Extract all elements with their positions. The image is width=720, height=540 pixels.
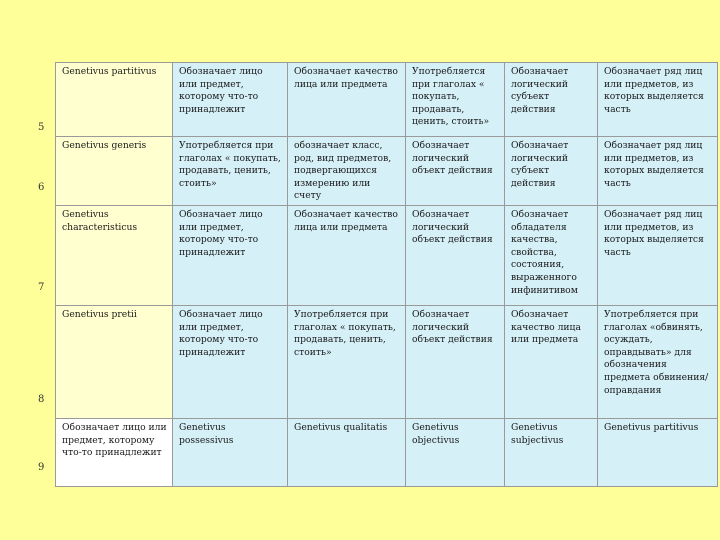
table-cell[interactable]: Genetivus characteristicus <box>56 205 173 305</box>
table-cell[interactable]: Обозначает качество лица или предмета <box>505 305 598 418</box>
table-row <box>56 305 718 418</box>
table-cell[interactable]: Genetivus subjectivus <box>505 418 598 486</box>
table-cell[interactable]: Обозначает ряд лиц или предметов, из которых выделяется часть <box>598 205 718 305</box>
table-cell[interactable]: Употребляется при глаголах « покупать, продавать, ценить, стоить» <box>173 137 288 206</box>
table-cell[interactable]: Genetivus generis <box>56 137 173 206</box>
table-row <box>56 137 718 206</box>
quiz-table <box>55 62 718 487</box>
table-cell[interactable]: Обозначает ряд лиц или предметов, из которых выделяется часть <box>598 137 718 206</box>
row-number: 9 <box>38 462 45 473</box>
table-cell[interactable]: Обозначает лицо или предмет, которому что-то принадлежит <box>173 305 288 418</box>
table-cell[interactable]: Genetivus possessivus <box>173 418 288 486</box>
table-cell[interactable]: Обозначает лицо или предмет, которому что-то принадлежит <box>56 418 173 486</box>
table-cell[interactable]: Обозначает ряд лиц или предметов, из которых выделяется часть <box>598 63 718 137</box>
table-row <box>56 205 718 305</box>
table-cell[interactable]: Genetivus pretii <box>56 305 173 418</box>
row-number: 7 <box>38 282 45 293</box>
table-cell[interactable]: Обозначает логический объект действия <box>406 137 505 206</box>
table-cell[interactable]: Употребляется при глаголах «обвинять, осуждать, оправдывать» для обозначения предмета обвинения/оправдания <box>598 305 718 418</box>
table-cell[interactable]: обозначает класс, род, вид предметов, подвергающихся измерению или счету <box>288 137 406 206</box>
row-number: 8 <box>38 394 45 405</box>
table-cell[interactable]: Genetivus partitivus <box>56 63 173 137</box>
table-cell[interactable]: Обозначает логический субъект действия <box>505 137 598 206</box>
table-row <box>56 418 718 486</box>
table-cell[interactable]: Употребляется при глаголах « покупать, продавать, ценить, стоить» <box>288 305 406 418</box>
table-cell[interactable]: Употребляется при глаголах « покупать, продавать, ценить, стоить» <box>406 63 505 137</box>
table-cell[interactable]: Обозначает лицо или предмет, которому что-то принадлежит <box>173 63 288 137</box>
table-cell[interactable]: Genetivus partitivus <box>598 418 718 486</box>
table-cell[interactable]: Обозначает логический объект действия <box>406 205 505 305</box>
table-cell[interactable]: Обозначает качество лица или предмета <box>288 205 406 305</box>
table-cell[interactable]: Обозначает обладателя качества, свойства, состояния, выраженного инфинитивом <box>505 205 598 305</box>
row-number: 5 <box>38 122 45 133</box>
table-cell[interactable]: Обозначает качество лица или предмета <box>288 63 406 137</box>
table-row <box>56 63 718 137</box>
table-cell[interactable]: Genetivus qualitatis <box>288 418 406 486</box>
table-cell[interactable]: Обозначает лицо или предмет, которому что-то принадлежит <box>173 205 288 305</box>
table-cell[interactable]: Genetivus objectivus <box>406 418 505 486</box>
row-number: 6 <box>38 182 45 193</box>
table-cell[interactable]: Обозначает логический объект действия <box>406 305 505 418</box>
table-cell[interactable]: Обозначает логический субъект действия <box>505 63 598 137</box>
